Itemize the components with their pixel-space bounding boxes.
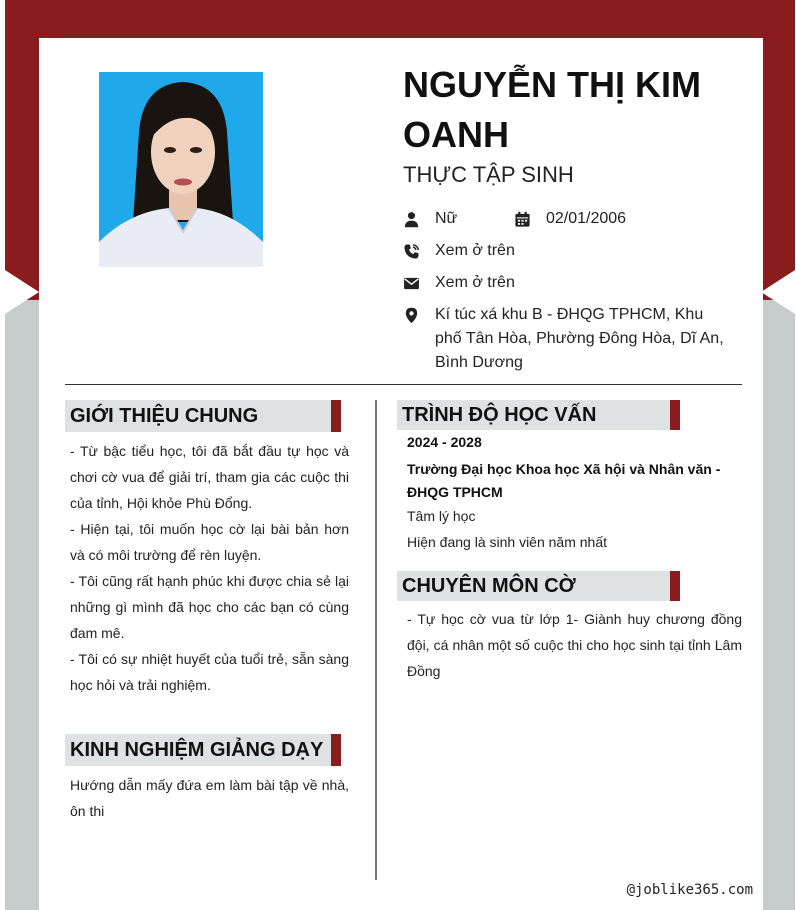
gender-row: [403, 207, 457, 231]
intro-text: [70, 438, 349, 698]
chess-section-title: CHUYÊN MÔN CỜ: [402, 574, 576, 597]
birthdate-row: [514, 207, 626, 231]
intro-section-title: GIỚI THIỆU CHUNG: [70, 404, 259, 427]
job-title: THỰC TẬP SINH: [403, 162, 574, 187]
education-section-header: [397, 400, 680, 430]
phone-row: [403, 239, 515, 263]
address-value: Kí túc xá khu B - ĐHQG TPHCM, Khu phố Tân Hòa, Phường Đông Hòa, Dĩ An, Bình Dương: [435, 306, 724, 371]
section-accent-bar: [670, 571, 680, 601]
candidate-name: NGUYỄN THỊ KIM OANH: [403, 64, 702, 155]
education-years: 2024 - 2028: [407, 434, 482, 450]
chess-paragraph: - Tự học cờ vua từ lớp 1- Giành huy chương đồng đội, cá nhân một số cuộc thi cho học sinh tại tỉnh Lâm Đồng: [407, 611, 742, 679]
footer-watermark: @joblike365.com: [626, 882, 753, 898]
teaching-section-title: KINH NGHIỆM GIẢNG DẠY: [70, 738, 324, 761]
phone-icon: [403, 239, 435, 263]
intro-paragraph: - Tôi có sự nhiệt huyết của tuổi trẻ, sẵn sàng học hỏi và trải nghiệm.: [70, 651, 349, 693]
email-row: [403, 271, 515, 295]
map-pin-icon: [403, 303, 435, 327]
chess-text: [407, 606, 742, 684]
gender-value: Nữ: [435, 210, 458, 227]
intro-section-header: [65, 400, 341, 432]
phone-value: Xem ở trên: [435, 242, 515, 259]
profile-photo: [99, 72, 263, 267]
envelope-icon: [403, 271, 435, 295]
calendar-icon: [514, 207, 546, 231]
intro-paragraph: - Hiện tại, tôi muốn học cờ lại bài bản hơn và có môi trường để rèn luyện.: [70, 521, 349, 563]
section-accent-bar: [331, 734, 341, 766]
birthdate-value: 02/01/2006: [546, 210, 627, 227]
section-accent-bar: [670, 400, 680, 430]
education-status: Hiện đang là sinh viên năm nhất: [407, 534, 608, 550]
intro-paragraph: - Từ bậc tiểu học, tôi đã bắt đầu tự học và chơi cờ vua để giải trí, tham gia các cuộc thi của tỉnh, Hội khỏe Phù Đổng.: [70, 443, 349, 511]
education-section-title: TRÌNH ĐỘ HỌC VẤN: [402, 403, 597, 426]
section-accent-bar: [331, 400, 341, 432]
education-major: Tâm lý học: [407, 508, 476, 524]
teaching-text: [70, 772, 349, 824]
user-icon: [403, 207, 435, 231]
teaching-section-header: [65, 734, 341, 766]
email-value: Xem ở trên: [435, 274, 515, 291]
chess-section-header: [397, 571, 680, 601]
education-school: Trường Đại học Khoa học Xã hội và Nhân văn - ĐHQG TPHCM: [407, 461, 721, 500]
right-notch-decoration: [761, 270, 795, 314]
teaching-paragraph: Hướng dẫn mấy đứa em làm bài tập về nhà, ôn thi: [70, 777, 349, 819]
column-divider: [375, 400, 377, 880]
left-notch-decoration: [5, 270, 39, 314]
intro-paragraph: - Tôi cũng rất hạnh phúc khi được chia sẻ lại những gì mình đã học cho các bạn có cùng đam mê.: [70, 573, 349, 641]
address-row: [403, 303, 733, 375]
header-divider: [65, 384, 742, 385]
